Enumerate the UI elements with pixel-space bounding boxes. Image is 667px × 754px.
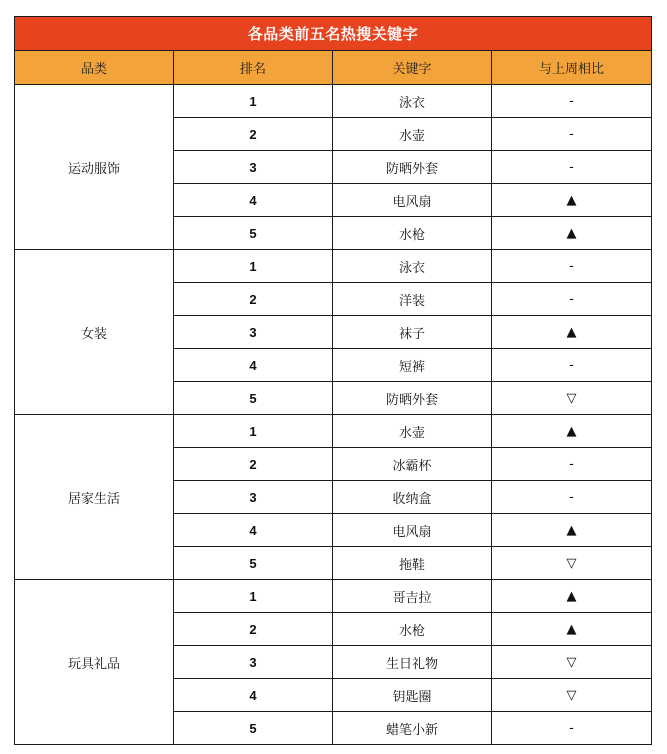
- keyword-cell: 水壶: [333, 118, 492, 151]
- table-row: [15, 580, 652, 613]
- trend-up-icon: ▲: [492, 613, 652, 646]
- trend-same-icon: -: [492, 481, 652, 514]
- trend-up-icon: ▲: [492, 316, 652, 349]
- rank-cell: 4: [174, 679, 333, 712]
- trend-up-icon: ▲: [492, 580, 652, 613]
- rank-cell: 1: [174, 580, 333, 613]
- rank-cell: 4: [174, 184, 333, 217]
- keyword-cell: 短裤: [333, 349, 492, 382]
- trend-down-icon: ▽: [492, 646, 652, 679]
- keyword-cell: 电风扇: [333, 184, 492, 217]
- category-cell: 居家生活: [15, 415, 174, 580]
- hot-keywords-sheet: [14, 16, 651, 745]
- keyword-cell: 收纳盒: [333, 481, 492, 514]
- trend-up-icon: ▲: [492, 514, 652, 547]
- trend-down-icon: ▽: [492, 679, 652, 712]
- rank-cell: 4: [174, 514, 333, 547]
- rank-cell: 2: [174, 118, 333, 151]
- rank-cell: 2: [174, 448, 333, 481]
- trend-up-icon: ▲: [492, 415, 652, 448]
- trend-up-icon: ▲: [492, 217, 652, 250]
- keyword-cell: 冰霸杯: [333, 448, 492, 481]
- keyword-cell: 防晒外套: [333, 382, 492, 415]
- rank-cell: 5: [174, 547, 333, 580]
- trend-same-icon: -: [492, 712, 652, 745]
- trend-same-icon: -: [492, 118, 652, 151]
- table-row: [15, 250, 652, 283]
- trend-same-icon: -: [492, 349, 652, 382]
- keyword-cell: 泳衣: [333, 85, 492, 118]
- keyword-cell: 水枪: [333, 613, 492, 646]
- rank-cell: 5: [174, 712, 333, 745]
- rank-cell: 4: [174, 349, 333, 382]
- header-compare: 与上周相比: [492, 51, 652, 85]
- keyword-cell: 水枪: [333, 217, 492, 250]
- keyword-cell: 袜子: [333, 316, 492, 349]
- trend-same-icon: -: [492, 283, 652, 316]
- header-keyword: 关键字: [333, 51, 492, 85]
- table-title-row: [15, 17, 652, 51]
- rank-cell: 1: [174, 415, 333, 448]
- rank-cell: 3: [174, 316, 333, 349]
- category-cell: 玩具礼品: [15, 580, 174, 745]
- hot-keywords-table: [14, 16, 652, 745]
- rank-cell: 5: [174, 382, 333, 415]
- rank-cell: 2: [174, 613, 333, 646]
- rank-cell: 1: [174, 250, 333, 283]
- keyword-cell: 哥吉拉: [333, 580, 492, 613]
- trend-up-icon: ▲: [492, 184, 652, 217]
- keyword-cell: 水壶: [333, 415, 492, 448]
- trend-same-icon: -: [492, 85, 652, 118]
- keyword-cell: 电风扇: [333, 514, 492, 547]
- header-category: 品类: [15, 51, 174, 85]
- keyword-cell: 钥匙圈: [333, 679, 492, 712]
- keyword-cell: 防晒外套: [333, 151, 492, 184]
- rank-cell: 3: [174, 646, 333, 679]
- rank-cell: 2: [174, 283, 333, 316]
- category-cell: 女装: [15, 250, 174, 415]
- table-row: [15, 415, 652, 448]
- table-header-row: [15, 51, 652, 85]
- category-cell: 运动服饰: [15, 85, 174, 250]
- keyword-cell: 生日礼物: [333, 646, 492, 679]
- rank-cell: 5: [174, 217, 333, 250]
- rank-cell: 1: [174, 85, 333, 118]
- trend-down-icon: ▽: [492, 382, 652, 415]
- table-row: [15, 85, 652, 118]
- header-rank: 排名: [174, 51, 333, 85]
- trend-same-icon: -: [492, 448, 652, 481]
- keyword-cell: 拖鞋: [333, 547, 492, 580]
- rank-cell: 3: [174, 481, 333, 514]
- keyword-cell: 蜡笔小新: [333, 712, 492, 745]
- rank-cell: 3: [174, 151, 333, 184]
- keyword-cell: 泳衣: [333, 250, 492, 283]
- keyword-cell: 洋装: [333, 283, 492, 316]
- trend-down-icon: ▽: [492, 547, 652, 580]
- table-body: [15, 85, 652, 745]
- table-title: 各品类前五名热搜关键字: [15, 17, 652, 51]
- trend-same-icon: -: [492, 151, 652, 184]
- trend-same-icon: -: [492, 250, 652, 283]
